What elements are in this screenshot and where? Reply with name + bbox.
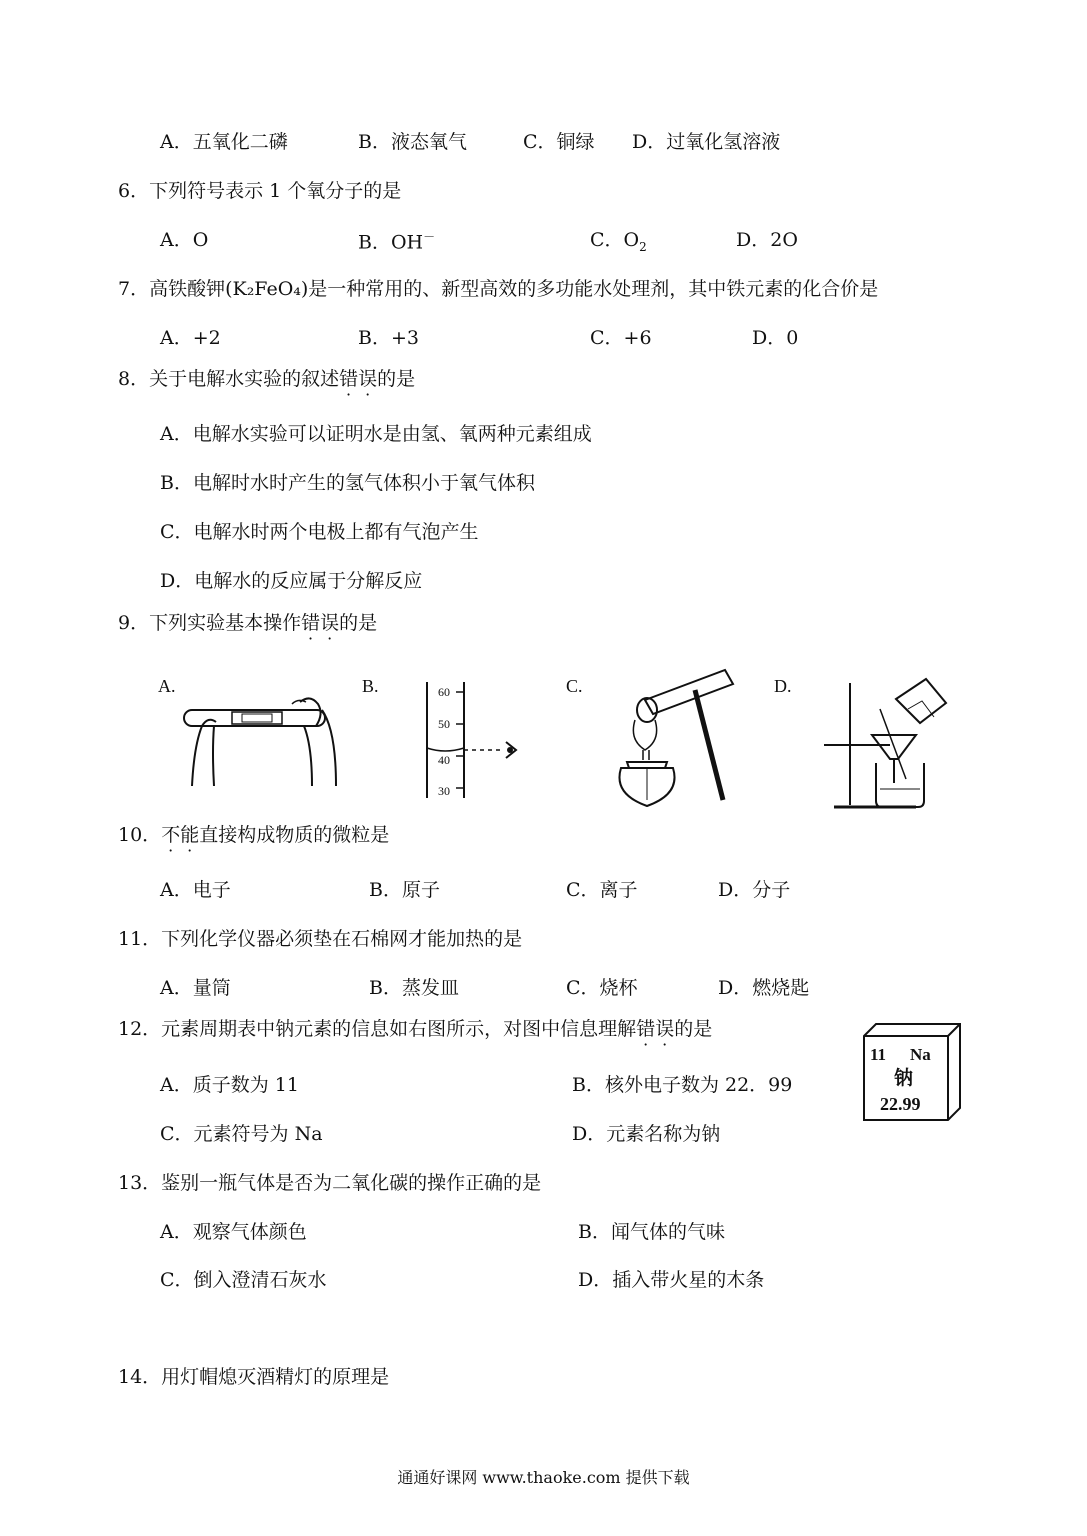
q6-option-c (590, 231, 647, 253)
q7-stem: 7．高铁酸钾(K₂FeO₄)是一种常用的、新型高效的多功能水处理剂，其中铁元素的化合价是 (118, 278, 879, 300)
q6-option-c-subscript: 2 (639, 239, 647, 254)
q10-option-d: D．分子 (718, 879, 791, 901)
q12-stem-after: 的是 (674, 1018, 713, 1040)
q13-option-a: A．观察气体颜色 (160, 1221, 307, 1243)
q11-option-a: A．量筒 (160, 977, 231, 999)
q7-option-a: A．+2 (160, 327, 221, 349)
q9-figure-label-c: C. (566, 676, 583, 696)
q6-option-b-charge: － (423, 230, 436, 244)
q10-emphasis-1: 不 (161, 824, 181, 846)
q13-option-b: B．闻气体的气味 (578, 1221, 725, 1243)
q10-option-a: A．电子 (160, 879, 231, 901)
q12-option-d: D．元素名称为钠 (572, 1123, 721, 1145)
q9-figure-d-filtration (820, 665, 950, 815)
sodium-atomic-mass: 22.99 (880, 1094, 921, 1114)
q6-option-b (358, 231, 435, 252)
q12-option-a: A．质子数为 11 (160, 1074, 299, 1096)
q7-option-d: D．0 (752, 327, 799, 349)
q6-option-c-text: C．O (590, 229, 640, 251)
q6-option-b-text: B．OH (358, 231, 424, 254)
q6-option-a: A．O (160, 229, 209, 251)
q11-option-c: C．烧杯 (566, 977, 638, 999)
q12-stem (118, 1020, 712, 1039)
q8-option-c: C．电解水时两个电极上都有气泡产生 (160, 521, 479, 543)
q14-stem: 14．用灯帽熄灭酒精灯的原理是 (118, 1366, 390, 1388)
q12-emphasis-1: 错 (636, 1018, 656, 1040)
q9-figure-a-test-tube (182, 680, 352, 790)
q6-stem: 6．下列符号表示 1 个氧分子的是 (118, 180, 402, 202)
q8-emphasis-2: 误 (358, 368, 378, 390)
q8-option-d: D．电解水的反应属于分解反应 (160, 570, 423, 592)
q8-stem (118, 370, 415, 389)
q9-figure-c-alcohol-lamp (605, 660, 755, 810)
q5-option-d: D．过氧化氢溶液 (632, 131, 781, 153)
q9-tick-50: 50 (438, 717, 450, 731)
q12-option-c: C．元素符号为 Na (160, 1123, 323, 1145)
sodium-element-card (862, 1022, 962, 1122)
q7-option-b: B．+3 (358, 327, 419, 349)
q10-stem-num: 10． (118, 824, 162, 846)
q9-tick-30: 30 (438, 784, 450, 798)
q8-stem-after: 的是 (377, 368, 416, 390)
q6-option-d: D．2O (736, 229, 798, 251)
q8-stem-before: 8．关于电解水实验的叙述 (118, 368, 340, 390)
q9-tick-60: 60 (438, 685, 450, 699)
q13-option-c: C．倒入澄清石灰水 (160, 1269, 327, 1291)
q11-stem: 11．下列化学仪器必须垫在石棉网才能加热的是 (118, 928, 523, 950)
q9-stem-after: 的是 (339, 612, 378, 634)
q11-option-d: D．燃烧匙 (718, 977, 810, 999)
q10-stem (118, 826, 389, 845)
sodium-name: 钠 (894, 1068, 914, 1089)
q10-emphasis-2: 能 (180, 824, 200, 846)
q12-option-b: B．核外电子数为 22．99 (572, 1074, 793, 1096)
q5-option-c: C．铜绿 (523, 131, 595, 153)
q11-option-b: B．蒸发皿 (369, 977, 459, 999)
q9-figure-label-a: A. (158, 676, 176, 696)
q10-option-c: C．离子 (566, 879, 638, 901)
q12-stem-before: 12．元素周期表中钠元素的信息如右图所示，对图中信息理解 (118, 1018, 637, 1040)
q10-stem-after: 直接构成物质的微粒是 (199, 824, 390, 846)
q9-emphasis-1: 错 (301, 612, 321, 634)
q8-option-a: A．电解水实验可以证明水是由氢、氧两种元素组成 (160, 423, 592, 445)
q9-stem-before: 9．下列实验基本操作 (118, 612, 302, 634)
q12-emphasis-2: 误 (655, 1018, 675, 1040)
q9-figure-label-b: B. (362, 676, 379, 696)
q8-option-b: B．电解时水时产生的氢气体积小于氧气体积 (160, 472, 535, 494)
q8-emphasis-1: 错 (339, 368, 359, 390)
page-footer: 通通好课网 www.thaoke.com 提供下载 (397, 1468, 690, 1487)
q5-option-b: B．液态氧气 (358, 131, 467, 153)
q10-option-b: B．原子 (369, 879, 440, 901)
sodium-atomic-number: 11 (870, 1045, 887, 1064)
q5-option-a: A．五氧化二磷 (160, 131, 288, 153)
q9-figure-b-graduated-cylinder (412, 678, 522, 798)
q9-emphasis-2: 误 (320, 612, 340, 634)
q7-option-c: C．+6 (590, 327, 652, 349)
q9-tick-40: 40 (438, 753, 450, 767)
q9-stem (118, 614, 377, 633)
q13-stem: 13．鉴别一瓶气体是否为二氧化碳的操作正确的是 (118, 1172, 542, 1194)
q13-option-d: D．插入带火星的木条 (578, 1269, 765, 1291)
q9-figure-label-d: D. (774, 676, 792, 696)
sodium-symbol: Na (910, 1045, 931, 1064)
